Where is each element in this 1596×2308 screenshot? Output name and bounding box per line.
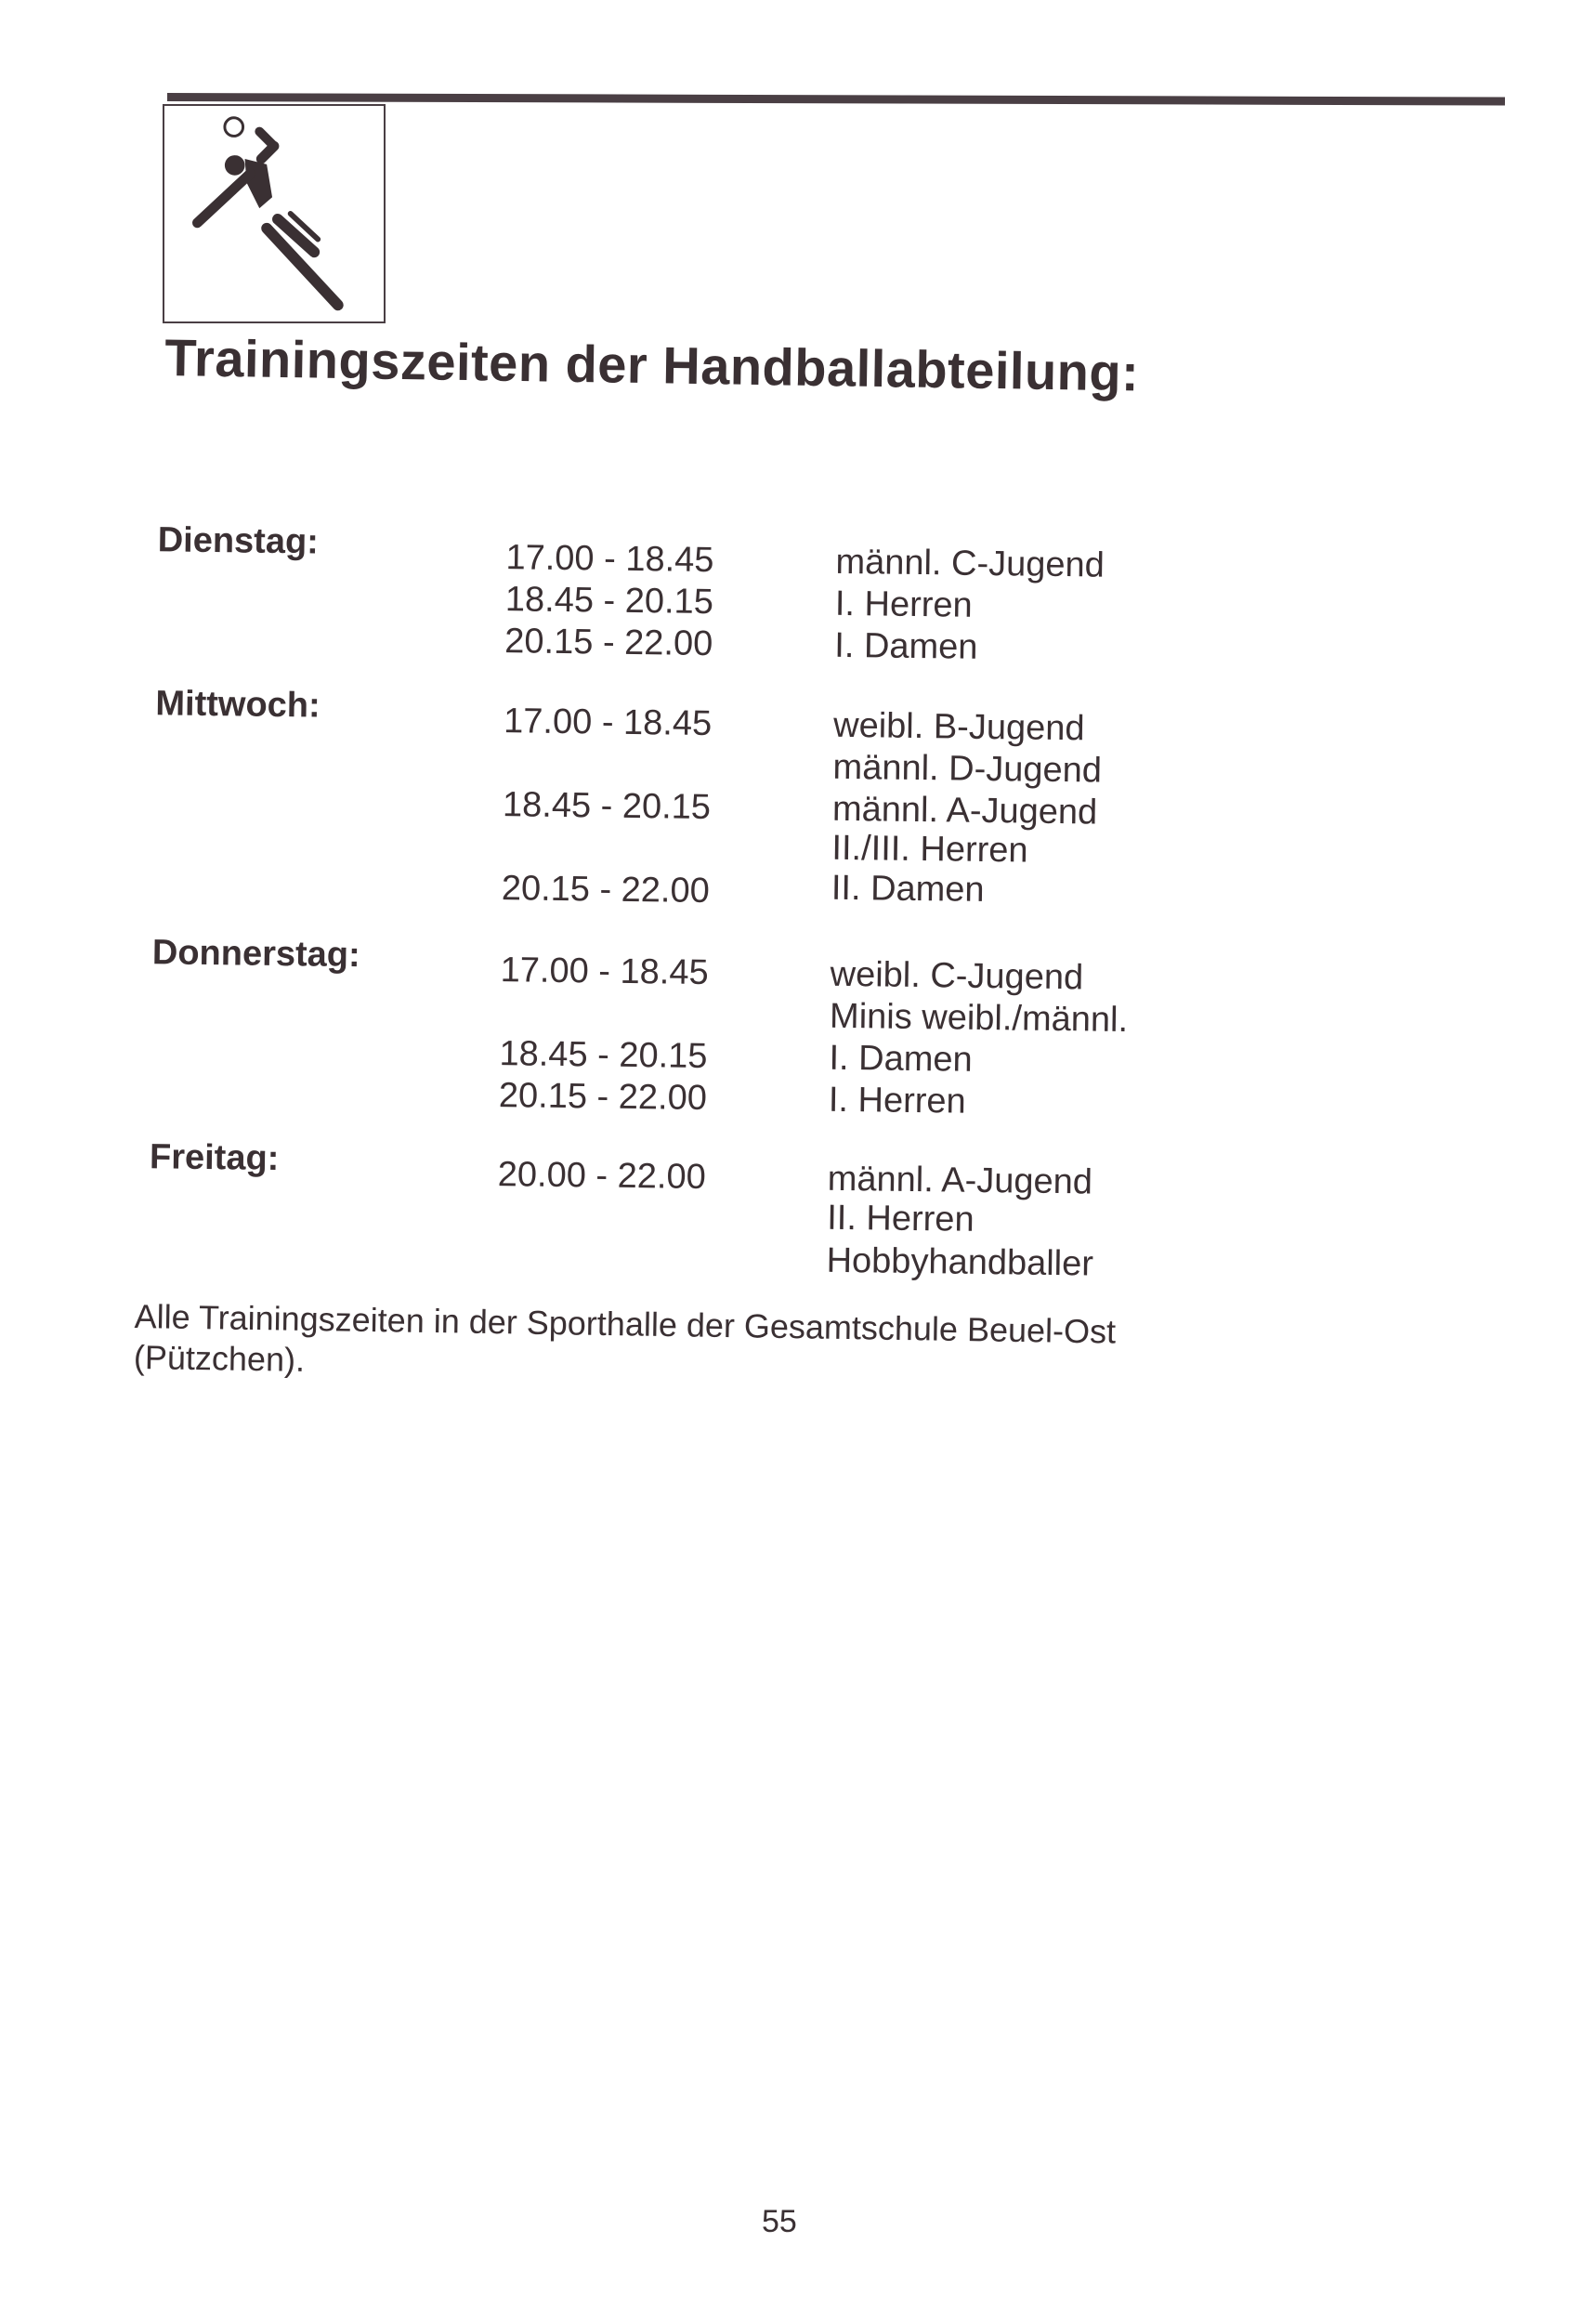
time-slot: 20.15 - 22.00 (498, 1076, 708, 1119)
time-slot: 20.00 - 22.00 (497, 1155, 707, 1198)
training-group: Minis weibl./männl. (829, 996, 1129, 1040)
training-group: II./III. Herren (831, 828, 1028, 871)
time-slot: 17.00 - 18.45 (503, 702, 713, 744)
training-group: I. Herren (828, 1080, 966, 1121)
day-label: Freitag: (149, 1137, 280, 1179)
day-label: Dienstag: (157, 520, 320, 562)
handball-player-icon (164, 106, 384, 321)
time-slot: 20.15 - 22.00 (504, 622, 713, 664)
training-group: I. Damen (834, 625, 978, 667)
training-group: männl. C-Jugend (835, 542, 1105, 585)
time-slot: 20.15 - 22.00 (501, 869, 711, 911)
training-group: Hobbyhandballer (826, 1240, 1094, 1284)
day-block-mittwoch (137, 684, 1345, 911)
time-slot: 17.00 - 18.45 (505, 538, 714, 581)
training-group: II. Damen (831, 868, 985, 910)
training-group: weibl. B-Jugend (832, 705, 1085, 749)
page-title: Trainingszeiten der Handballabteilung: (164, 327, 1140, 402)
day-block-donnerstag (134, 933, 1341, 1121)
training-group: männl. D-Jugend (832, 747, 1103, 791)
training-group: I. Damen (829, 1038, 973, 1080)
training-group: männl. A-Jugend (827, 1159, 1093, 1202)
footnote: Alle Trainingszeiten in der Sporthalle der Gesamtschule Beuel-Ost (Pützchen). (133, 1296, 1117, 1379)
time-slot: 18.45 - 20.15 (499, 1034, 708, 1077)
time-slot: 17.00 - 18.45 (500, 951, 709, 993)
day-block-dienstag (139, 520, 1347, 667)
day-block-freitag (131, 1137, 1339, 1284)
time-slot: 18.45 - 20.15 (502, 785, 712, 828)
time-slot: 18.45 - 20.15 (504, 580, 714, 623)
training-group: II. Herren (826, 1198, 975, 1239)
training-group: I. Herren (834, 584, 973, 625)
training-group: männl. A-Jugend (831, 789, 1098, 833)
page-number: 55 (762, 2204, 797, 2239)
schedule-table (139, 520, 1347, 1284)
logo-box (163, 104, 386, 323)
day-label: Mittwoch: (155, 684, 321, 726)
training-group: weibl. C-Jugend (830, 954, 1084, 998)
day-label: Donnerstag: (151, 933, 360, 976)
